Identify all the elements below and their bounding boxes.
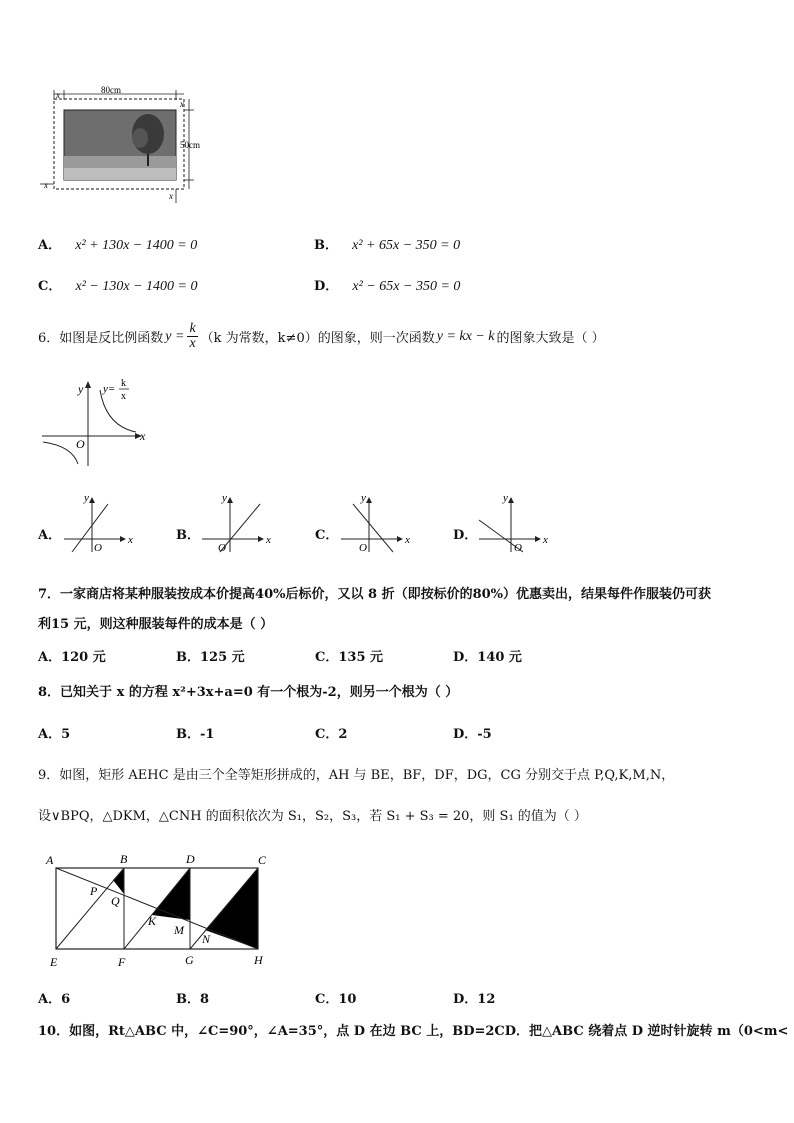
q6-fn1-lhs: y = <box>165 328 185 344</box>
q5-option-a[interactable] <box>38 234 197 254</box>
point-p: P <box>90 884 98 898</box>
q8-stem: 8．已知关于 x 的方程 x²+3x+a=0 有一个根为-2，则另一个根为（ ） <box>38 685 459 700</box>
q7-option-b[interactable]: B．125 元 <box>176 650 245 665</box>
curve-label-lhs: y= <box>103 383 116 395</box>
option-equation: x² + 65x − 350 = 0 <box>352 238 461 253</box>
graph-b <box>200 494 276 554</box>
q9-stem-line2: 设∨BPQ，△DKM，△CNH 的面积依次为 S₁，S₂，S₃，若 S₁ + S₃ = 20，则 S₁ 的值为（ ） <box>38 809 587 824</box>
border-label-bottom-left: x <box>44 180 48 190</box>
point-g: G <box>185 953 194 967</box>
axis-x-label: x <box>128 534 133 546</box>
axis-y-label: y <box>222 494 227 504</box>
option-equation: x² + 130x − 1400 = 0 <box>75 238 198 253</box>
point-k: K <box>148 914 157 928</box>
q6-option-a[interactable] <box>38 494 138 554</box>
q6-stem-c: 的图象大致是（ ） <box>496 331 605 346</box>
option-letter: D． <box>314 279 339 294</box>
option-letter: A． <box>38 528 62 543</box>
q6-stem-b: （k 为常数，k≠0）的图象，则一次函数 <box>200 331 435 346</box>
q7-option-d[interactable]: D．140 元 <box>453 650 522 665</box>
axis-x-label: x <box>405 534 410 546</box>
q9-option-c[interactable]: C．10 <box>315 992 357 1007</box>
point-m: M <box>174 923 184 937</box>
q7-option-a[interactable]: A．120 元 <box>38 650 106 665</box>
q6-option-d[interactable] <box>453 494 553 554</box>
axis-y-label: y <box>78 382 84 396</box>
axis-x-label: x <box>140 429 146 443</box>
q6-reference-graph <box>38 376 158 468</box>
height-label: 50cm <box>180 140 200 150</box>
origin-label: O <box>76 437 85 451</box>
q9-option-a[interactable]: A．6 <box>38 992 71 1007</box>
q7-stem-line2: 利15 元，则这种服装每件的成本是（ ） <box>38 617 274 632</box>
axis-x-label: x <box>266 534 271 546</box>
graph-a <box>62 494 138 554</box>
option-letter: A． <box>38 238 62 253</box>
q10-stem: 10．如图，Rt△ABC 中，∠C=90°，∠A=35°，点 D 在边 BC 上，BD=2CD．把△ABC 绕着点 D 逆时针旋转 m（0<m< <box>38 1024 789 1039</box>
q6-option-c[interactable] <box>315 494 415 554</box>
point-b: B <box>120 852 128 866</box>
point-q: Q <box>111 894 120 908</box>
q9-stem-line1: 9．如图，矩形 AEHC 是由三个全等矩形拼成的，AH 与 BE，BF，DF，DG，CG 分别交于点 P,Q,K,M,N， <box>38 768 675 783</box>
option-letter: C． <box>38 279 62 294</box>
q9-rectangle-figure <box>40 850 280 975</box>
q9-option-d[interactable]: D．12 <box>453 992 496 1007</box>
option-equation: x² − 65x − 350 = 0 <box>352 279 461 294</box>
q5-option-c[interactable] <box>38 275 197 295</box>
border-label-top: x <box>56 90 60 100</box>
option-letter: C． <box>315 528 339 543</box>
border-label-right: x <box>180 99 184 109</box>
origin-label: O <box>359 542 367 554</box>
origin-label: O <box>218 542 226 554</box>
border-label-bottom-right: x <box>169 191 173 201</box>
option-letter: B． <box>176 528 200 543</box>
axis-y-label: y <box>361 494 366 504</box>
axis-x-label: x <box>543 534 548 546</box>
point-e: E <box>50 955 58 969</box>
q6-stem-a: 6．如图是反比例函数 <box>38 331 164 346</box>
q6-stem <box>38 322 605 351</box>
point-a: A <box>46 853 54 867</box>
q7-option-c[interactable]: C．135 元 <box>315 650 384 665</box>
q8-option-b[interactable]: B．-1 <box>176 727 215 742</box>
curve-label-denominator: x <box>121 391 126 402</box>
width-label: 80cm <box>101 86 121 95</box>
q8-option-a[interactable]: A．5 <box>38 727 71 742</box>
q6-fn1-fraction <box>187 322 197 351</box>
origin-label: O <box>94 542 102 554</box>
axis-y-label: y <box>84 494 89 504</box>
origin-label: O <box>514 542 522 554</box>
q8-option-d[interactable]: D．-5 <box>453 727 492 742</box>
q6-fn2: y = kx − k <box>436 328 495 344</box>
option-letter: B． <box>314 238 338 253</box>
curve-label-numerator: k <box>121 378 126 389</box>
fraction-denominator: x <box>189 336 196 351</box>
q8-option-c[interactable]: C．2 <box>315 727 348 742</box>
q5-option-d[interactable] <box>314 275 460 295</box>
point-f: F <box>118 955 126 969</box>
picture-frame-figure <box>36 86 226 206</box>
q9-option-b[interactable]: B．8 <box>176 992 210 1007</box>
q7-stem-line1: 7．一家商店将某种服装按成本价提高40%后标价，又以 8 折（即按标价的80%）优惠卖出，结果每件作服装仍可获 <box>38 587 712 602</box>
point-d: D <box>186 852 195 866</box>
option-letter: D． <box>453 528 478 543</box>
point-c: C <box>258 853 267 867</box>
q6-option-b[interactable] <box>176 494 276 554</box>
q5-option-b[interactable] <box>314 234 460 254</box>
graph-d <box>477 494 553 554</box>
option-equation: x² − 130x − 1400 = 0 <box>75 279 198 294</box>
point-n: N <box>202 932 211 946</box>
point-h: H <box>254 953 263 967</box>
axis-y-label: y <box>503 494 508 504</box>
fraction-numerator: k <box>189 321 196 336</box>
graph-c <box>339 494 415 554</box>
